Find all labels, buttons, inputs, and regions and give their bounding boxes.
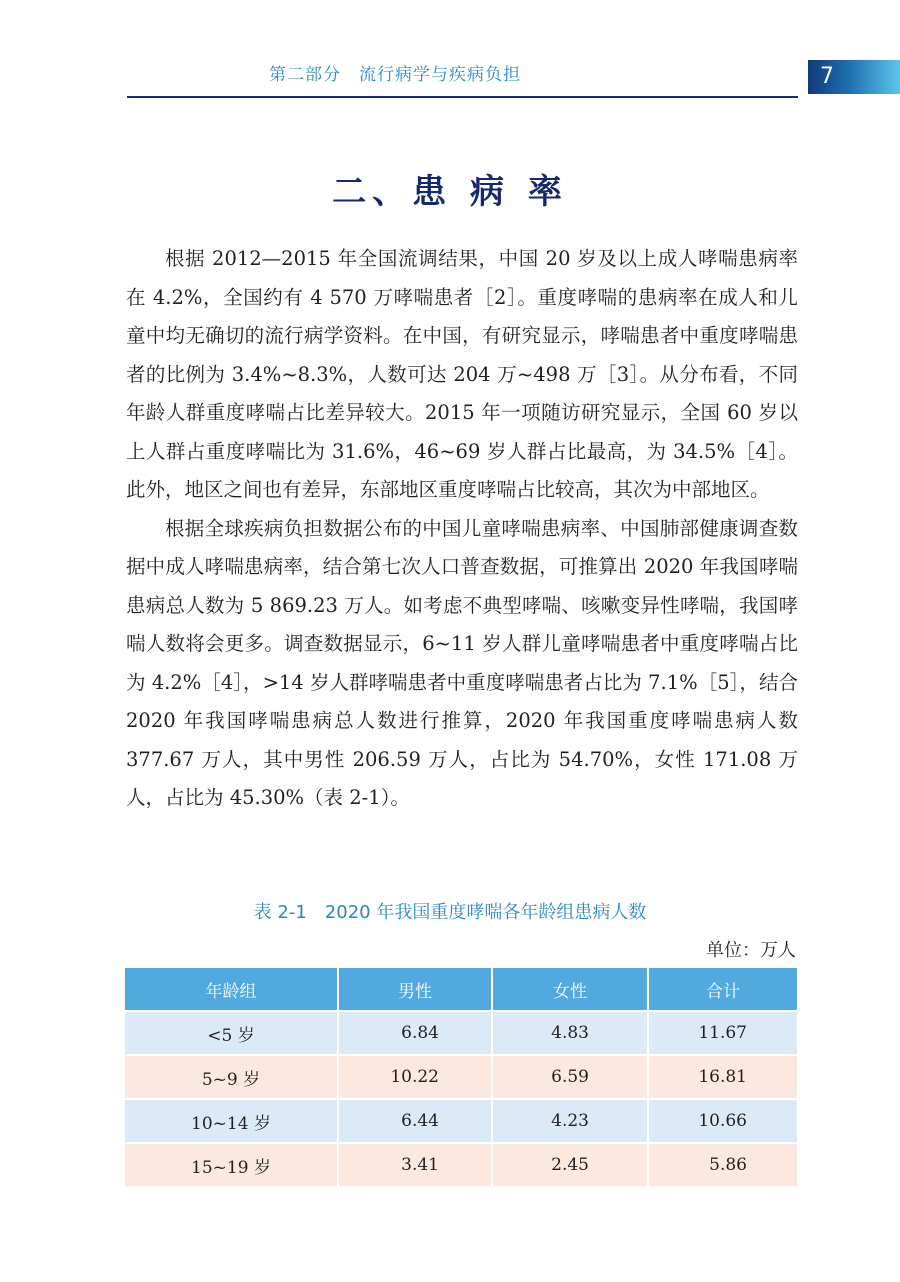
table-row (125, 1010, 797, 1054)
paragraph-2: 根据全球疾病负担数据公布的中国儿童哮喘患病率、中国肺部健康调查数据中成人哮喘患病率，结合第七次人口普查数据，可推算出 2020 年我国哮喘患病总人数为 5 869.23 万人。如考虑不典型哮喘、咳嗽变异性哮喘，我国哮喘人数将会更多。调查数据显示，6~11 岁人群儿童哮喘患者中重度哮喘占比为 4.2%［4］，>14 岁人群哮喘患者中重度哮喘患者占比为 7.1%［5］，结合 2020 年我国哮喘患病总人数进行推算，2020 年我国重度哮喘患病人数 377.67 万人，其中男性 206.59 万人，占比为 54.70%，女性 171.08 万人，占比为 45.30%（表 2-1）。 (126, 516, 798, 809)
paragraph-1: 根据 2012—2015 年全国流调结果，中国 20 岁及以上成人哮喘患病率在 4.2%，全国约有 4 570 万哮喘患者［2］。重度哮喘的患病率在成人和儿童中均无确切的流行病学资料。在中国，有研究显示，哮喘患者中重度哮喘患者的比例为 3.4%~8.3%，人数可达 204 万~498 万［3］。从分布看，不同年龄人群重度哮喘占比差异较大。2015 年一项随访研究显示，全国 60 岁以上人群占重度哮喘比为 31.6%，46~69 岁人群占比最高，为 34.5%［4］。此外，地区之间也有差异，东部地区重度哮喘占比较高，其次为中部地区。 (126, 247, 798, 501)
cell-total: 5.86 (649, 1142, 797, 1186)
header-female: 女性 (493, 968, 649, 1010)
cell-male: 10.22 (339, 1054, 493, 1098)
prevalence-table (125, 968, 797, 1186)
header-total: 合计 (649, 968, 797, 1010)
cell-male: 6.84 (339, 1010, 493, 1054)
cell-total: 10.66 (649, 1098, 797, 1142)
cell-total: 16.81 (649, 1054, 797, 1098)
page-number: 7 (808, 60, 900, 94)
section-title: 二、患 病 率 (332, 172, 568, 212)
cell-total: 11.67 (649, 1010, 797, 1054)
header-male: 男性 (339, 968, 493, 1010)
cell-female: 4.83 (493, 1010, 649, 1054)
table-unit: 单位：万人 (706, 940, 796, 961)
header-rule (127, 96, 798, 98)
body-text (126, 240, 798, 818)
cell-female: 4.23 (493, 1098, 649, 1142)
table-caption: 表 2-1 2020 年我国重度哮喘各年龄组患病人数 (253, 902, 647, 923)
cell-age-group: 10~14 岁 (125, 1098, 339, 1142)
table-row (125, 1054, 797, 1098)
table-header-row (125, 968, 797, 1010)
cell-age-group: <5 岁 (125, 1010, 339, 1054)
running-header: 第二部分 流行病学与疾病负担 (269, 65, 521, 85)
cell-male: 3.41 (339, 1142, 493, 1186)
cell-male: 6.44 (339, 1098, 493, 1142)
cell-age-group: 15~19 岁 (125, 1142, 339, 1186)
cell-female: 6.59 (493, 1054, 649, 1098)
table-row (125, 1142, 797, 1186)
header-age-group: 年龄组 (125, 968, 339, 1010)
cell-female: 2.45 (493, 1142, 649, 1186)
table-row (125, 1098, 797, 1142)
cell-age-group: 5~9 岁 (125, 1054, 339, 1098)
